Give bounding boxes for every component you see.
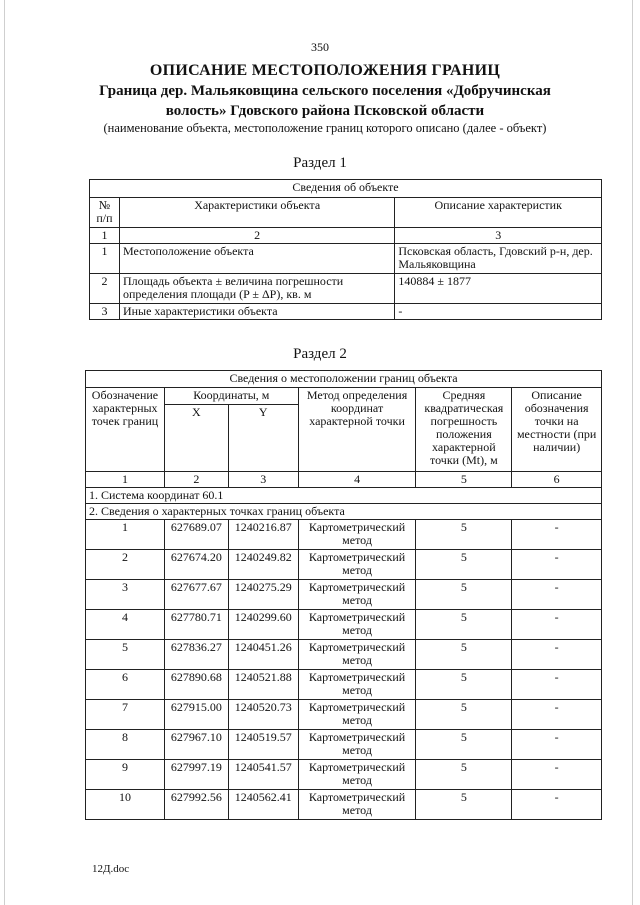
cell: - xyxy=(395,304,602,320)
point-d-cell: - xyxy=(512,520,602,550)
point-d-cell: - xyxy=(512,670,602,700)
table-row xyxy=(86,730,602,760)
cell: 1 xyxy=(90,244,120,274)
index-cell: 4 xyxy=(298,472,416,488)
table-row xyxy=(86,640,602,670)
point-n-cell: 7 xyxy=(86,700,165,730)
point-mt-cell: 5 xyxy=(416,610,512,640)
scan-edge-left xyxy=(4,0,5,905)
scan-edge-right xyxy=(632,0,633,905)
point-d-cell: - xyxy=(512,580,602,610)
point-x-cell: 627689.07 xyxy=(164,520,228,550)
point-n-cell: 8 xyxy=(86,730,165,760)
point-n-cell: 9 xyxy=(86,760,165,790)
point-y-cell: 1240249.82 xyxy=(228,550,298,580)
point-d-cell: - xyxy=(512,700,602,730)
point-d-cell: - xyxy=(512,550,602,580)
point-y-cell: 1240541.57 xyxy=(228,760,298,790)
cell: 2 xyxy=(90,274,120,304)
column-header: Средняя квадратическая погрешность положения характерной точки (Mt), м xyxy=(416,388,512,472)
table-row xyxy=(90,274,602,304)
column-header: Характеристики объекта xyxy=(119,198,394,228)
index-cell: 5 xyxy=(416,472,512,488)
point-x-cell: 627890.68 xyxy=(164,670,228,700)
point-d-cell: - xyxy=(512,610,602,640)
column-header: Описание характеристик xyxy=(395,198,602,228)
cell: Псковская область, Гдовский р-н, дер. Мальяковщина xyxy=(395,244,602,274)
object-note: (наименование объекта, местоположение границ которого описано (далее - объект) xyxy=(103,121,547,135)
point-n-cell: 6 xyxy=(86,670,165,700)
column-header: X xyxy=(164,405,228,472)
table-caption: Сведения об объекте xyxy=(90,180,602,198)
cell: Местоположение объекта xyxy=(119,244,394,274)
point-method-cell: Картометрический метод xyxy=(298,550,416,580)
point-d-cell: - xyxy=(512,790,602,820)
cell: Иные характеристики объекта xyxy=(119,304,394,320)
column-header: Метод определения координат характерной точки xyxy=(298,388,416,472)
point-x-cell: 627677.67 xyxy=(164,580,228,610)
column-header: Y xyxy=(228,405,298,472)
point-method-cell: Картометрический метод xyxy=(298,670,416,700)
table-row xyxy=(86,790,602,820)
point-n-cell: 2 xyxy=(86,550,165,580)
point-y-cell: 1240275.29 xyxy=(228,580,298,610)
points-section-row: 2. Сведения о характерных точках границ объекта xyxy=(86,504,602,520)
point-mt-cell: 5 xyxy=(416,580,512,610)
point-method-cell: Картометрический метод xyxy=(298,790,416,820)
points-body xyxy=(86,520,602,820)
point-mt-cell: 5 xyxy=(416,790,512,820)
document-header xyxy=(60,62,590,136)
table-row xyxy=(90,304,602,320)
point-mt-cell: 5 xyxy=(416,640,512,670)
table-row xyxy=(86,700,602,730)
point-y-cell: 1240519.57 xyxy=(228,730,298,760)
point-method-cell: Картометрический метод xyxy=(298,580,416,610)
index-cell: 3 xyxy=(228,472,298,488)
point-method-cell: Картометрический метод xyxy=(298,610,416,640)
point-y-cell: 1240520.73 xyxy=(228,700,298,730)
table-row xyxy=(86,610,602,640)
point-d-cell: - xyxy=(512,760,602,790)
index-cell: 2 xyxy=(164,472,228,488)
file-name: 12Д.doc xyxy=(92,863,130,875)
table-row xyxy=(90,244,602,274)
point-y-cell: 1240521.88 xyxy=(228,670,298,700)
coordinate-system-row: 1. Система координат 60.1 xyxy=(86,488,602,504)
point-x-cell: 627836.27 xyxy=(164,640,228,670)
cell: 3 xyxy=(90,304,120,320)
section2-title: Раздел 2 xyxy=(293,346,347,362)
point-x-cell: 627674.20 xyxy=(164,550,228,580)
point-method-cell: Картометрический метод xyxy=(298,700,416,730)
boundary-points-table xyxy=(85,370,602,820)
point-method-cell: Картометрический метод xyxy=(298,730,416,760)
point-y-cell: 1240562.41 xyxy=(228,790,298,820)
point-n-cell: 1 xyxy=(86,520,165,550)
point-y-cell: 1240216.87 xyxy=(228,520,298,550)
point-mt-cell: 5 xyxy=(416,520,512,550)
index-cell: 6 xyxy=(512,472,602,488)
column-header: № п/п xyxy=(90,198,120,228)
index-cell: 1 xyxy=(86,472,165,488)
column-header: Координаты, м xyxy=(164,388,298,405)
point-d-cell: - xyxy=(512,640,602,670)
section1-title: Раздел 1 xyxy=(293,155,347,171)
point-y-cell: 1240299.60 xyxy=(228,610,298,640)
cell: 140884 ± 1877 xyxy=(395,274,602,304)
table-caption: Сведения о местоположении границ объекта xyxy=(86,371,602,388)
document-title: ОПИСАНИЕ МЕСТОПОЛОЖЕНИЯ ГРАНИЦ xyxy=(149,62,501,79)
point-mt-cell: 5 xyxy=(416,760,512,790)
point-mt-cell: 5 xyxy=(416,730,512,760)
object-info-table xyxy=(89,179,602,320)
point-mt-cell: 5 xyxy=(416,700,512,730)
point-mt-cell: 5 xyxy=(416,670,512,700)
point-x-cell: 627992.56 xyxy=(164,790,228,820)
table-row xyxy=(86,580,602,610)
point-x-cell: 627915.00 xyxy=(164,700,228,730)
index-cell: 1 xyxy=(90,228,120,244)
index-cell: 2 xyxy=(119,228,394,244)
index-cell: 3 xyxy=(395,228,602,244)
point-method-cell: Картометрический метод xyxy=(298,520,416,550)
point-n-cell: 3 xyxy=(86,580,165,610)
cell: Площадь объекта ± величина погрешности определения площади (P ± ΔP), кв. м xyxy=(119,274,394,304)
table-row xyxy=(86,760,602,790)
point-mt-cell: 5 xyxy=(416,550,512,580)
point-x-cell: 627997.19 xyxy=(164,760,228,790)
object-name-line1: Граница дер. Мальяковщина сельского поселения «Добручинская xyxy=(99,83,551,99)
point-d-cell: - xyxy=(512,730,602,760)
point-x-cell: 627967.10 xyxy=(164,730,228,760)
point-n-cell: 5 xyxy=(86,640,165,670)
point-y-cell: 1240451.26 xyxy=(228,640,298,670)
column-header: Описание обозначения точки на местности (при наличии) xyxy=(512,388,602,472)
column-header: Обозначение характерных точек границ xyxy=(86,388,165,472)
point-method-cell: Картометрический метод xyxy=(298,640,416,670)
table-row xyxy=(86,550,602,580)
object-name-line2: волость» Гдовского района Псковской области xyxy=(165,103,485,119)
point-n-cell: 10 xyxy=(86,790,165,820)
table-row xyxy=(86,670,602,700)
point-n-cell: 4 xyxy=(86,610,165,640)
page-number: 350 xyxy=(311,40,329,54)
point-method-cell: Картометрический метод xyxy=(298,760,416,790)
point-x-cell: 627780.71 xyxy=(164,610,228,640)
table-row xyxy=(86,520,602,550)
